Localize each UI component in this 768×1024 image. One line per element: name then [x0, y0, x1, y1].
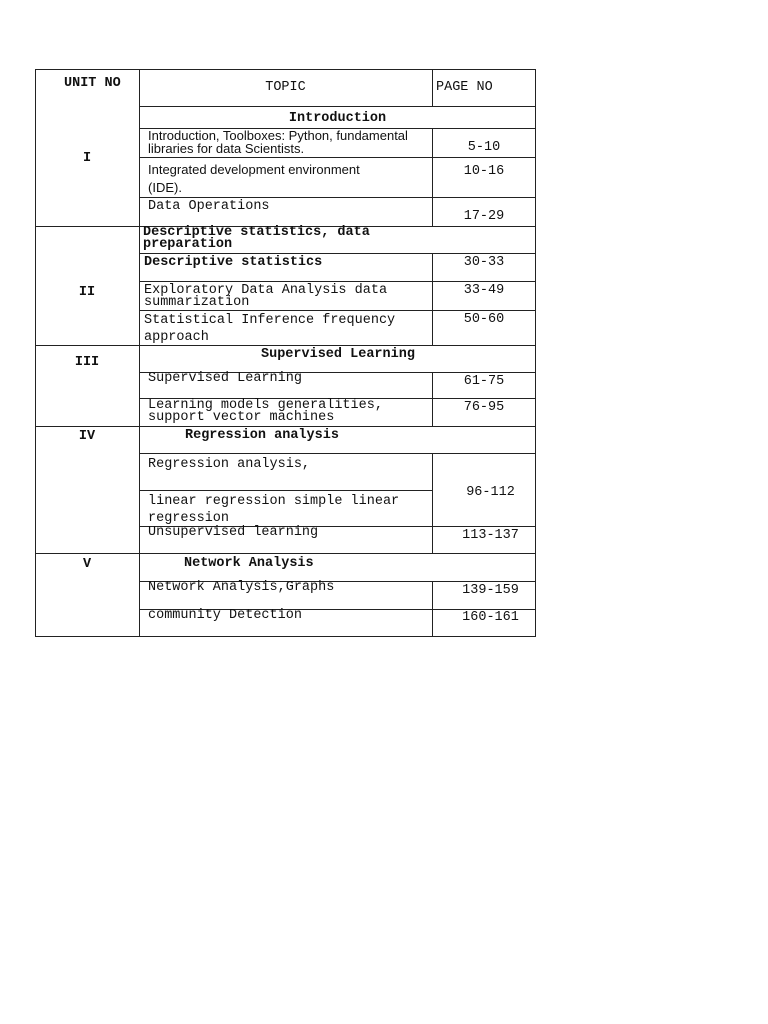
unit-number: IV: [78, 429, 96, 444]
page-range: 33-49: [463, 283, 505, 298]
topic-text: Statistical Inference frequency: [144, 313, 396, 328]
page-range: 5-10: [467, 140, 501, 155]
row-divider: [139, 310, 536, 311]
header-unit-no: UNIT NO: [64, 76, 121, 91]
column-divider: [139, 69, 140, 637]
page-range: 10-16: [463, 164, 505, 179]
section-title: preparation: [143, 237, 233, 252]
row-divider: [139, 490, 433, 491]
topic-text: summarization: [144, 295, 250, 310]
page-range: 139-159: [462, 583, 519, 598]
row-divider: [35, 553, 536, 554]
column-divider: [432, 69, 433, 106]
topic-text: support vector machines: [148, 410, 335, 425]
topic-text: Data Operations: [148, 199, 270, 214]
row-divider: [35, 345, 536, 346]
unit-number: V: [82, 557, 92, 572]
topic-text: Learning models generalities,: [148, 398, 383, 413]
unit-number: I: [82, 151, 92, 166]
section-title: Regression analysis: [185, 428, 339, 443]
row-divider: [35, 426, 536, 427]
page-range: 76-95: [463, 400, 505, 415]
topic-text: Introduction, Toolboxes: Python, fundamental: [148, 128, 408, 143]
page-range: 30-33: [463, 255, 505, 270]
row-divider: [139, 453, 536, 454]
unit-number: II: [78, 285, 96, 300]
section-title: Descriptive statistics, data: [143, 225, 370, 240]
row-divider: [139, 281, 536, 282]
topic-text: libraries for data Scientists.: [148, 141, 305, 156]
topic-text: approach: [144, 330, 209, 345]
topic-text: Regression analysis,: [148, 457, 311, 472]
topic-text: linear regression simple linear: [148, 494, 400, 509]
row-divider: [139, 197, 536, 198]
topic-text: community Detection: [148, 608, 302, 623]
section-title: Supervised Learning: [261, 347, 415, 362]
topic-text: (IDE).: [148, 180, 182, 195]
unit-number: III: [74, 355, 100, 370]
section-title: Introduction: [288, 111, 387, 126]
row-divider: [139, 157, 536, 158]
page-range: 113-137: [462, 528, 519, 543]
page-range: 50-60: [463, 312, 505, 327]
topic-text: regression: [148, 511, 230, 526]
topic-text: Unsupervised learning: [148, 525, 319, 540]
page-range: 96-112: [466, 485, 515, 500]
page-range: 17-29: [463, 209, 505, 224]
row-divider: [139, 106, 536, 107]
page-range: 61-75: [463, 374, 505, 389]
topic-text: Network Analysis,Graphs: [148, 580, 335, 595]
page-range: 160-161: [462, 610, 519, 625]
topic-text: Descriptive statistics: [144, 255, 323, 270]
topic-text: Exploratory Data Analysis data: [144, 283, 388, 298]
topic-text: Integrated development environment: [148, 162, 360, 177]
header-page-no: PAGE NO: [436, 80, 493, 95]
topic-text: Supervised Learning: [148, 371, 302, 386]
section-title: Network Analysis: [184, 556, 314, 571]
header-topic: TOPIC: [265, 80, 306, 95]
row-divider: [139, 253, 536, 254]
